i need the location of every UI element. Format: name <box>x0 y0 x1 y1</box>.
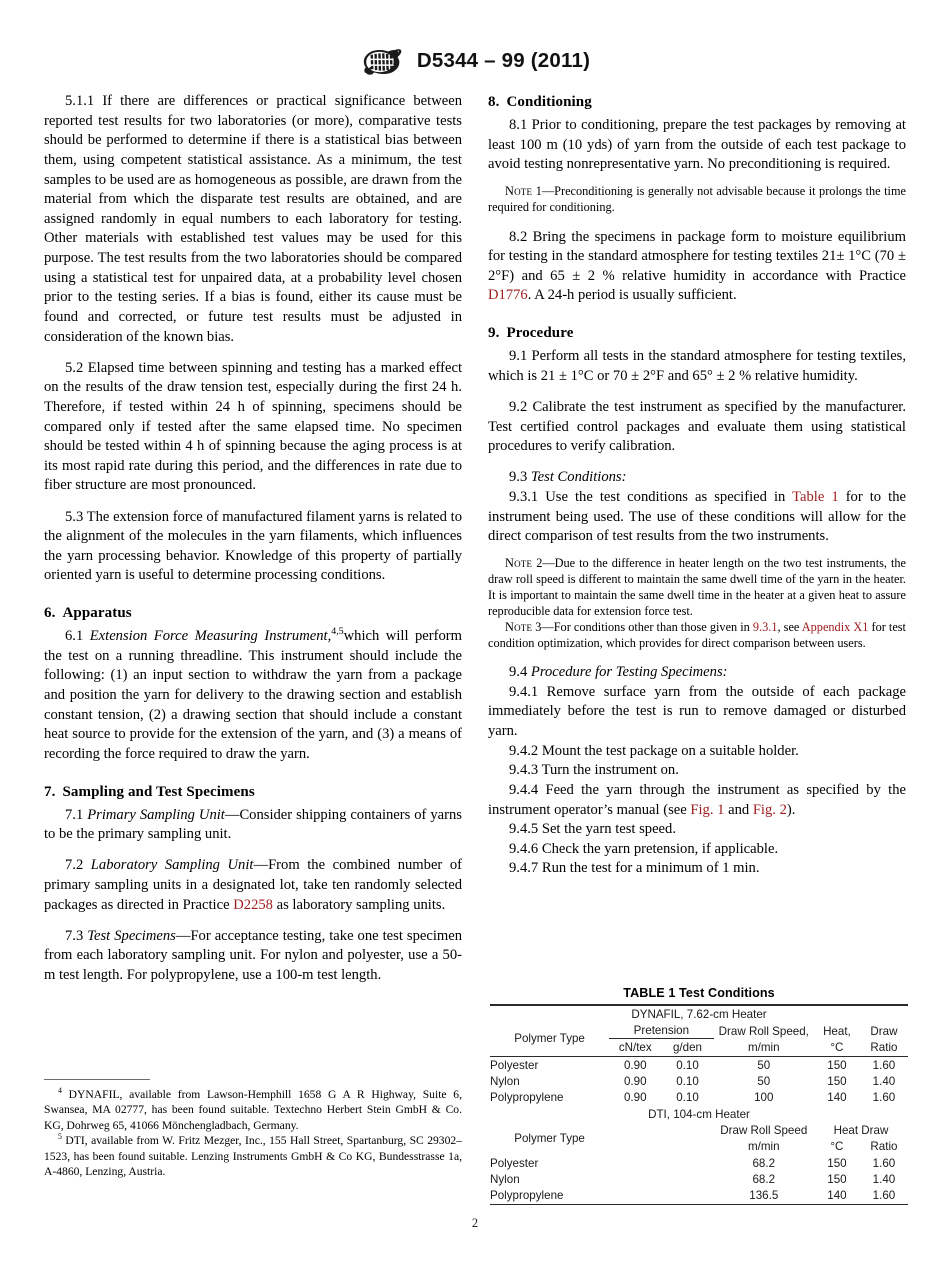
paragraph-9-4-term: Procedure for Testing Specimens: <box>530 664 728 681</box>
section-9-number: 9. <box>488 325 500 342</box>
cell-cn-tex: 0.90 <box>623 1059 647 1073</box>
paragraph-7-1-term: Primary Sampling Unit <box>87 806 225 823</box>
table-row <box>490 1090 908 1106</box>
cell-heat: 150 <box>827 1075 847 1089</box>
paragraph-9-3-number: 9.3 <box>509 469 528 486</box>
table-1 <box>490 1004 908 1205</box>
note-2-label: Note <box>505 555 533 570</box>
cell-heat: 150 <box>827 1173 847 1187</box>
paragraph-7-3-number: 7.3 <box>65 927 84 944</box>
link-table-1[interactable]: Table 1 <box>792 488 839 505</box>
paragraph-5-2: 5.2 Elapsed time between spinning and testing has a marked effect on the results of the draw tension test, especially during the first 24 h. Therefore, if tested within 24 h of spinning, specimens should be compared only if tested after the same elapsed time. No specimen should be tested within 4 h of spinning because the aging process is at its most rapid rate during this period, and the differences in rate due to fiber structure are most pronounced. <box>44 359 462 494</box>
paragraph-9-4-number: 9.4 <box>509 664 528 681</box>
paragraph-7-3-body: —For acceptance testing, take one test specimen from each laboratory sampling unit. For nylon and polyester, use a 50-m test length. For polypropylene, use a 100-m test length. <box>44 927 462 984</box>
link-practice-d2258[interactable]: D2258 <box>233 896 273 913</box>
section-heading-6 <box>44 603 462 623</box>
paragraph-9-4-3: 9.4.3 Turn the instrument on. <box>509 762 679 779</box>
cell-polymer: Polyester <box>490 1157 539 1171</box>
block-a-span-title: DYNAFIL, 7.62-cm Heater <box>631 1008 767 1021</box>
footnote-4 <box>44 1087 462 1133</box>
paragraph-6-1-number: 6.1 <box>65 628 84 645</box>
cell-heat: 140 <box>827 1188 847 1202</box>
cell-cn-tex: 0.90 <box>623 1090 647 1104</box>
note-1 <box>488 184 906 216</box>
cell-g-den: 0.10 <box>676 1059 699 1073</box>
note-2 <box>488 556 906 620</box>
paragraph-9-4-4-mid: and <box>724 801 753 818</box>
cell-empty <box>609 1188 714 1204</box>
cell-polymer: Nylon <box>490 1173 520 1187</box>
footnote-4-text: DYNAFIL, available from Lawson-Hemphill 1658 G A R Highway, Suite 6, Swansea, MA 02777, has been found suitable. Textechno Herbert Stein GmbH & Co. KG, Dohrweg 65, 41066 Mönchengladbach, Germany. <box>44 1088 462 1132</box>
section-6-title: Apparatus <box>62 605 132 621</box>
paragraph-9-4-4-body-b: ). <box>786 801 796 818</box>
paragraph-7-3-term: Test Specimens <box>87 927 176 944</box>
header-spacer-b-2 <box>609 1139 714 1155</box>
paragraph-8-2-body-a: 8.2 Bring the specimens in package form to moisture equilibrium for testing in the standard atmosphere for testing textiles 21± 1°C (70 ± 2°F) and 65 ± 2 % relative humidity in accordance with Practice <box>488 228 906 284</box>
header-pretension-group <box>609 1023 714 1040</box>
paragraph-8-2 <box>488 228 906 307</box>
note-3-number: 3— <box>532 619 554 634</box>
cell-heat: 150 <box>827 1157 847 1171</box>
paragraph-7-2-body-b: as laboratory sampling units. <box>272 896 446 913</box>
header-heat-draw-group: Heat Draw <box>833 1123 889 1137</box>
section-heading-7 <box>44 782 462 802</box>
paragraph-9-3 <box>488 468 906 488</box>
cell-ratio: 1.40 <box>872 1075 896 1089</box>
section-heading-9 <box>488 323 906 343</box>
table-row <box>490 1074 908 1090</box>
paragraph-6-1-body: which will perform the test on a running threadline. This instrument should include the following: (1) an input section to withdraw the yarn from a package and position the yarn for delivery to the drawing section and establish constant tension, (2) a drawing section that should include a constant heat source to provide for the extension of the yarn, and (3) a means of recording the force required to draw the yarn. <box>44 628 462 762</box>
header-pretension-label: Pretension <box>609 1024 714 1040</box>
link-practice-d1776[interactable]: D1776 <box>488 287 528 304</box>
header-polymer-type-b: Polymer Type <box>514 1131 585 1145</box>
document-designation: D5344 – 99 (2011) <box>416 49 591 72</box>
cell-speed: 136.5 <box>749 1188 779 1202</box>
footnotes-block <box>44 1079 462 1180</box>
cell-g-den: 0.10 <box>676 1090 699 1104</box>
table-row <box>490 1172 908 1188</box>
note-1-text: Preconditioning is generally not advisable because it prolongs the time required for conditioning. <box>488 184 906 215</box>
paragraph-7-1-body: —Consider shipping containers of yarns to be the primary sampling unit. <box>44 806 462 843</box>
paragraph-8-2-body-b: . A 24-h period is usually sufficient. <box>527 287 737 304</box>
paragraph-7-2-number: 7.2 <box>65 857 84 874</box>
paragraph-7-1-number: 7.1 <box>65 806 84 823</box>
footnote-5-marker: 5 <box>58 1132 62 1142</box>
cell-heat: 140 <box>827 1090 847 1104</box>
header-draw-a-l1: Draw <box>870 1024 898 1038</box>
note-3 <box>488 620 906 652</box>
header-draw-roll-speed-b-l2: m/min <box>748 1139 780 1153</box>
header-spacer-b <box>609 1123 714 1139</box>
link-section-9-3-1[interactable]: 9.3.1 <box>752 619 778 634</box>
cell-cn-tex: 0.90 <box>623 1075 647 1089</box>
header-heat-a-l1: Heat, <box>823 1024 851 1038</box>
cell-polymer: Nylon <box>490 1075 520 1089</box>
header-draw-roll-speed-a-l2: m/min <box>748 1040 780 1054</box>
note-3-body-b: , see <box>777 619 802 634</box>
block-b-span-title: DTI, 104-cm Heater <box>648 1108 750 1121</box>
header-draw-roll-speed-a-l1: Draw Roll Speed, <box>718 1024 809 1038</box>
paragraph-9-1: 9.1 Perform all tests in the standard atmosphere for testing textiles, which is 21 ± 1°C or 70 ± 2°F and 65° ± 2 % relative humidity. <box>488 348 906 384</box>
section-heading-8 <box>488 92 906 112</box>
paragraph-9-3-1-body-a: 9.3.1 Use the test conditions as specified in <box>509 488 793 505</box>
table-row <box>490 1155 908 1173</box>
page-number: 2 <box>471 1216 479 1230</box>
paragraph-9-4-6: 9.4.6 Check the yarn pretension, if applicable. <box>509 840 779 857</box>
section-7-number: 7. <box>44 783 56 800</box>
cell-ratio: 1.60 <box>872 1188 896 1202</box>
table-row <box>490 1188 908 1204</box>
header-heat-a-l2: °C <box>830 1040 844 1054</box>
cell-polymer: Polyester <box>490 1059 539 1073</box>
note-2-number: 2— <box>532 555 555 570</box>
cell-polymer: Polypropylene <box>490 1090 564 1104</box>
cell-speed: 50 <box>757 1075 771 1089</box>
note-3-label: Note <box>505 619 533 634</box>
paragraph-9-4-7: 9.4.7 Run the test for a minimum of 1 min. <box>509 860 760 877</box>
paragraph-9-4 <box>488 663 906 683</box>
paragraph-9-4-2: 9.4.2 Mount the test package on a suitable holder. <box>509 742 799 759</box>
header-ratio-b: Ratio <box>870 1139 898 1153</box>
cell-heat: 150 <box>827 1059 847 1073</box>
header-g-den: g/den <box>672 1040 702 1054</box>
note-3-body-a: For conditions other than those given in <box>553 619 753 634</box>
cell-ratio: 1.60 <box>872 1059 896 1073</box>
header-draw-a-l2: Ratio <box>870 1040 898 1054</box>
paragraph-9-4-1: 9.4.1 Remove surface yarn from the outside of each package immediately before the test is run to remove damaged or disturbed yarn. <box>488 683 906 740</box>
footnote-5-text: DTI, available from W. Fritz Mezger, Inc., 155 Hall Street, Spartanburg, SC 29302–1523, has been found suitable. Lenzing Instruments GmbH & Co KG, Bundesstrasse 1a, A-4860, Lenzing, Austria. <box>44 1134 462 1179</box>
paragraph-8-1: 8.1 Prior to conditioning, prepare the test packages by removing at least 100 m (10 yds) of yarn from the outside of each test package to avoid testing nonrepresentative yarn. No preconditioning is required. <box>488 117 906 173</box>
cell-speed: 50 <box>757 1059 771 1073</box>
table-row-block-a-title <box>490 1005 908 1023</box>
table-1-caption: TABLE 1 Test Conditions <box>623 986 775 1000</box>
right-column <box>488 92 906 879</box>
section-9-title: Procedure <box>506 325 574 342</box>
cell-speed: 100 <box>754 1090 774 1104</box>
cell-polymer: Polypropylene <box>490 1188 564 1202</box>
paragraph-9-3-term: Test Conditions: <box>530 469 627 486</box>
page-header <box>0 46 950 76</box>
note-1-label: Note <box>505 184 533 199</box>
paragraph-7-1 <box>44 806 462 845</box>
left-column <box>44 92 462 986</box>
note-3-body-c: for test condition optimization, which provides for direct comparison between users. <box>488 619 906 650</box>
paragraph-9-3-1-body-b: for to the instrument being used. The use of these conditions will allow for the direct comparison of test results from the two instruments. <box>488 488 906 545</box>
table-row-block-b-header-1 <box>490 1123 908 1139</box>
link-fig-1[interactable]: Fig. 1 <box>690 801 725 818</box>
paragraph-7-2 <box>44 856 462 915</box>
paragraph-7-2-term: Laboratory Sampling Unit <box>90 857 254 874</box>
cell-ratio: 1.60 <box>872 1090 896 1104</box>
link-appendix-x1[interactable]: Appendix X1 <box>801 619 869 634</box>
footnote-ref-4-5: 4,5 <box>331 626 344 638</box>
paragraph-9-3-1 <box>488 488 906 547</box>
paragraph-7-2-body-a: —From the combined number of primary sampling units in a designated lot, take ten randomly selected packages as directed in Practice <box>44 857 462 913</box>
cell-speed: 68.2 <box>752 1157 776 1171</box>
footnote-4-marker: 4 <box>58 1086 62 1096</box>
paragraph-7-3 <box>44 927 462 986</box>
table-row-block-a-header-1 <box>490 1023 908 1040</box>
paragraph-9-4-5: 9.4.5 Set the yarn test speed. <box>509 821 676 838</box>
paragraph-9-2: 9.2 Calibrate the test instrument as specified by the manufacturer. Test certified control packages and evaluate them using statistical procedures to verify calibration. <box>488 398 906 455</box>
header-polymer-type-a: Polymer Type <box>514 1032 585 1046</box>
paragraph-9-4-4-body-a: 9.4.4 Feed the yarn through the instrument as specified by the instrument operator’s manual (see <box>488 781 906 818</box>
cell-ratio: 1.40 <box>872 1173 896 1187</box>
cell-g-den: 0.10 <box>676 1075 699 1089</box>
footnote-5 <box>44 1133 462 1179</box>
table-1-block <box>490 986 908 1205</box>
section-8-title: Conditioning <box>506 94 592 110</box>
footnote-separator-rule <box>44 1079 150 1080</box>
note-2-text: Due to the difference in heater length on the two test instruments, the draw roll speed is different to maintain the same dwell time of the yarn in the heater. It is important to maintain the same dwell time in the heater at a given heat to assure reproducible data for extension force test. <box>488 555 906 618</box>
astm-logo <box>360 47 408 77</box>
note-1-number: 1— <box>532 184 555 199</box>
cell-empty <box>609 1172 714 1188</box>
table-row <box>490 1056 908 1074</box>
paragraph-9-4-4 <box>488 781 906 820</box>
section-8-number: 8. <box>488 94 500 110</box>
paragraph-6-1-term: Extension Force Measuring Instrument, <box>89 628 332 645</box>
section-7-title: Sampling and Test Specimens <box>62 783 255 800</box>
header-cn-tex: cN/tex <box>618 1040 652 1054</box>
table-row-block-b-title <box>490 1106 908 1123</box>
paragraph-5-3: 5.3 The extension force of manufactured filament yarns is related to the alignment of the molecules in the yarn filaments, which influences the yarn processing behavior. Knowledge of this property of partially oriented yarn is useful to determine processing conditions. <box>44 508 462 584</box>
cell-empty <box>609 1155 714 1173</box>
header-heat-b: °C <box>830 1139 844 1153</box>
cell-ratio: 1.60 <box>872 1157 896 1171</box>
link-fig-2[interactable]: Fig. 2 <box>752 801 787 818</box>
paragraph-6-1 <box>44 627 462 764</box>
paragraph-5-1-1: 5.1.1 If there are differences or practical significance between reported test results for two laboratories (or more), comparative tests should be performed to determine if there is a statistical bias between them, using competent statistical assistance. As a minimum, the test samples to be used are as homogeneous as possible, are drawn from the material from which the disparate test results are obtained, and are assigned randomly in equal numbers to each laboratory for testing. Other materials with established test values may be used for this purpose. The test results from the two laboratories should be compared using a statistical test for unpaired data, at a probability level chosen prior to the testing series. If a bias is found, either its cause must be found and corrected, or future test results must be adjusted in consideration of the known bias. <box>44 93 462 345</box>
header-draw-roll-speed-b-l1: Draw Roll Speed <box>720 1123 808 1137</box>
cell-speed: 68.2 <box>752 1173 776 1187</box>
section-6-number: 6. <box>44 605 56 621</box>
